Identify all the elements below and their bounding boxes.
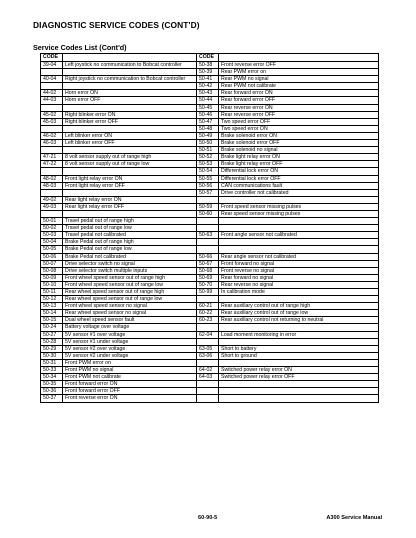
code-right: 50-59: [197, 203, 219, 210]
description-right: Brake solenoid error OFF: [219, 140, 379, 147]
description-right: Two speed error OFF: [219, 118, 379, 125]
code-left: [41, 69, 63, 76]
code-left: 50-07: [41, 260, 63, 267]
code-right: 50-55: [197, 175, 219, 182]
code-left: 50-27: [41, 331, 63, 338]
table-row: [41, 274, 379, 281]
code-right: 50-68: [197, 267, 219, 274]
table-row: [41, 381, 379, 388]
description-right: Rear auxiliary control out of range low: [219, 310, 379, 317]
description-right: Rear reverse error ON: [219, 104, 379, 111]
description-left: Right blinker error OFF: [63, 118, 197, 125]
code-left: 50-33: [41, 367, 63, 374]
code-right: 63-05: [197, 345, 219, 352]
table-body: [41, 62, 379, 403]
code-left: 50-30: [41, 352, 63, 359]
code-left: 50-36: [41, 388, 63, 395]
table-row: [41, 310, 379, 317]
description-left: Dual wheel speed sensor fault: [63, 317, 197, 324]
description-left: [63, 168, 197, 175]
code-right: 50-69: [197, 274, 219, 281]
description-right: Rear forward error ON: [219, 90, 379, 97]
description-right: Differential lock error OFF: [219, 175, 379, 182]
table-row: [41, 69, 379, 76]
service-codes-table: [40, 53, 379, 403]
code-right: 50-56: [197, 182, 219, 189]
code-left: 39-04: [41, 62, 63, 69]
description-left: Left blinker error OFF: [63, 140, 197, 147]
code-left: 50-14: [41, 310, 63, 317]
table-row: [41, 175, 379, 182]
description-left: Front reverse error ON: [63, 395, 197, 402]
code-right: [197, 239, 219, 246]
table-row: [41, 168, 379, 175]
description-right: [219, 225, 379, 232]
table-row: [41, 267, 379, 274]
description-right: Rear forward no signal: [219, 274, 379, 281]
code-left: 50-08: [41, 267, 63, 274]
description-left: Front light relay error ON: [63, 175, 197, 182]
table-row: [41, 260, 379, 267]
code-left: 50-15: [41, 317, 63, 324]
description-right: [219, 246, 379, 253]
description-header-left: [63, 54, 197, 62]
code-left: 50-37: [41, 395, 63, 402]
code-left: 40-04: [41, 76, 63, 83]
description-left: 8 volt sensor supply out of range low: [63, 161, 197, 168]
code-right: 50-60: [197, 210, 219, 217]
table-row: [41, 232, 379, 239]
table-row: [41, 90, 379, 97]
table-row: [41, 281, 379, 288]
table-row: [41, 125, 379, 132]
code-right: 50-49: [197, 132, 219, 139]
code-right: 50-67: [197, 260, 219, 267]
footer-manual-title: A300 Service Manual: [326, 515, 382, 521]
description-right: Switched power relay error OFF: [219, 374, 379, 381]
description-left: Horn error ON: [63, 90, 197, 97]
code-left: 50-35: [41, 381, 63, 388]
description-right: Rear angle sensor not calibrated: [219, 253, 379, 260]
code-right: [197, 196, 219, 203]
code-right: 60-23: [197, 317, 219, 324]
code-left: [41, 168, 63, 175]
table-row: [41, 210, 379, 217]
description-right: Rear auxiliary control out of range high: [219, 303, 379, 310]
code-right: [197, 324, 219, 331]
description-right: Front speed sensor missing pulses: [219, 203, 379, 210]
table-row: [41, 147, 379, 154]
code-left: 50-03: [41, 232, 63, 239]
table-row: [41, 161, 379, 168]
description-left: Front PWM no signal: [63, 367, 197, 374]
code-right: 62-04: [197, 331, 219, 338]
code-right: [197, 296, 219, 303]
table-row: [41, 345, 379, 352]
description-right: [219, 296, 379, 303]
description-right: [219, 196, 379, 203]
code-right: 50-53: [197, 161, 219, 168]
description-left: Rear wheel speed sensor out of range high: [63, 289, 197, 296]
description-left: Brake Pedal out of range low: [63, 246, 197, 253]
code-right: 50-48: [197, 125, 219, 132]
code-left: 49-02: [41, 196, 63, 203]
table-row: [41, 154, 379, 161]
table-row: [41, 367, 379, 374]
code-left: 50-29: [41, 345, 63, 352]
description-left: [63, 125, 197, 132]
description-right: Short to ground: [219, 352, 379, 359]
code-right: 50-44: [197, 97, 219, 104]
description-left: Front forward error OFF: [63, 388, 197, 395]
code-right: 50-47: [197, 118, 219, 125]
description-left: Left blinker error ON: [63, 132, 197, 139]
code-right: [197, 225, 219, 232]
code-right: [197, 359, 219, 366]
description-left: [63, 189, 197, 196]
table-row: [41, 118, 379, 125]
description-left: Front PWM not calibrate: [63, 374, 197, 381]
code-right: 50-70: [197, 281, 219, 288]
description-left: [63, 147, 197, 154]
table-row: [41, 83, 379, 90]
table-row: [41, 289, 379, 296]
code-right: 64-02: [197, 367, 219, 374]
description-left: Rear light relay error ON: [63, 196, 197, 203]
description-right: CAN communications fault: [219, 182, 379, 189]
table-row: [41, 189, 379, 196]
page-title: DIAGNOSTIC SERVICE CODES (CONT'D): [33, 20, 200, 30]
table-row: [41, 352, 379, 359]
table-row: [41, 132, 379, 139]
code-right: 60-21: [197, 303, 219, 310]
description-right: Front forward no signal: [219, 260, 379, 267]
code-right: 50-45: [197, 104, 219, 111]
code-right: 50-41: [197, 76, 219, 83]
table-row: [41, 253, 379, 260]
code-left: [41, 83, 63, 90]
description-left: 8 volt sensor supply out of range high: [63, 154, 197, 161]
code-left: 50-01: [41, 218, 63, 225]
description-right: [219, 388, 379, 395]
description-left: Left joystick no communication to Bobcat controller: [63, 62, 197, 69]
code-left: [41, 210, 63, 217]
description-left: Front PWM error on: [63, 359, 197, 366]
description-right: [219, 218, 379, 225]
description-right: Rear PWM no signal: [219, 76, 379, 83]
code-left: 50-34: [41, 374, 63, 381]
description-left: Brake Pedal out of range high: [63, 239, 197, 246]
code-right: [197, 388, 219, 395]
table-row: [41, 324, 379, 331]
description-right: Brake solenoid no signal: [219, 147, 379, 154]
description-left: Right blinker error ON: [63, 111, 197, 118]
description-left: 5V sensor #1 under voltage: [63, 338, 197, 345]
description-right: [219, 324, 379, 331]
description-right: Load moment monitoring in error: [219, 331, 379, 338]
table-row: [41, 317, 379, 324]
code-right: 50-50: [197, 140, 219, 147]
code-right: [197, 395, 219, 402]
code-left: [41, 104, 63, 111]
table-row: [41, 303, 379, 310]
table-row: [41, 196, 379, 203]
description-right: [219, 338, 379, 345]
code-left: 48-02: [41, 175, 63, 182]
code-right: 50-99: [197, 289, 219, 296]
description-right: [219, 381, 379, 388]
code-left: [41, 189, 63, 196]
code-left: 50-11: [41, 289, 63, 296]
code-left: 50-31: [41, 359, 63, 366]
code-left: 50-04: [41, 239, 63, 246]
code-right: 50-46: [197, 111, 219, 118]
code-left: 47-21: [41, 154, 63, 161]
description-left: Travel pedal out of range high: [63, 218, 197, 225]
table-row: [41, 239, 379, 246]
code-right: [197, 218, 219, 225]
description-left: Drive selector switch multiple inputs: [63, 267, 197, 274]
table-row: [41, 62, 379, 69]
code-left: 46-02: [41, 132, 63, 139]
description-left: Rear wheel speed sensor out of range low: [63, 296, 197, 303]
code-left: 50-28: [41, 338, 63, 345]
section-title: Service Codes List (Cont'd): [33, 43, 127, 52]
description-right: Differential lock error ON: [219, 168, 379, 175]
table-row: [41, 225, 379, 232]
table-row: [41, 182, 379, 189]
code-left: [41, 147, 63, 154]
code-right: [197, 338, 219, 345]
code-right: 50-52: [197, 154, 219, 161]
code-right: 50-63: [197, 232, 219, 239]
description-left: Right joystick no communication to Bobcat controller: [63, 76, 197, 83]
description-left: 5V sensor #2 over voltage: [63, 345, 197, 352]
description-left: 5V sensor #2 under voltage: [63, 352, 197, 359]
description-right: Front angle sensor not calibrated: [219, 232, 379, 239]
code-right: 50-43: [197, 90, 219, 97]
description-left: [63, 69, 197, 76]
description-right: Short to battery: [219, 345, 379, 352]
description-left: 5V sensor #1 over voltage: [63, 331, 197, 338]
description-left: Rear light relay error OFF: [63, 203, 197, 210]
code-left: 47-22: [41, 161, 63, 168]
description-left: Travel pedal not calibrated: [63, 232, 197, 239]
table-row: [41, 140, 379, 147]
description-right: Front reverse error OFF: [219, 62, 379, 69]
footer-page-number: 60-90-5: [198, 515, 218, 521]
description-right: Switched power relay error ON: [219, 367, 379, 374]
description-left: Drive selector switch no signal: [63, 260, 197, 267]
description-right: Rear PWM error on: [219, 69, 379, 76]
code-right: 63-06: [197, 352, 219, 359]
description-left: Front light relay error OFF: [63, 182, 197, 189]
description-right: [219, 239, 379, 246]
code-left: 50-12: [41, 296, 63, 303]
code-header-left: CODE: [41, 54, 63, 62]
code-right: [197, 246, 219, 253]
description-right: Rear forward error OFF: [219, 97, 379, 104]
description-left: Brake Pedal not calibrated: [63, 253, 197, 260]
table-row: [41, 359, 379, 366]
description-right: [219, 395, 379, 402]
code-right: 50-51: [197, 147, 219, 154]
description-left: [63, 104, 197, 111]
description-right: Rear auxiliary control not returning to neutral: [219, 317, 379, 324]
table-row: [41, 104, 379, 111]
code-right: 50-38: [197, 62, 219, 69]
table-row: [41, 76, 379, 83]
description-right: Drive controller not calibrated: [219, 189, 379, 196]
description-right: Rear speed sensor missing pulses: [219, 210, 379, 217]
description-left: Travel pedal out of range low: [63, 225, 197, 232]
code-left: 45-02: [41, 111, 63, 118]
description-right: Rear reverse no signal: [219, 281, 379, 288]
table-header-row: [41, 54, 379, 62]
code-left: 50-09: [41, 274, 63, 281]
code-left: 50-13: [41, 303, 63, 310]
description-left: [63, 210, 197, 217]
table-row: [41, 246, 379, 253]
code-right: [197, 381, 219, 388]
table-row: [41, 331, 379, 338]
code-left: 44-03: [41, 97, 63, 104]
description-right: Brake light relay error ON: [219, 154, 379, 161]
code-right: 60-22: [197, 310, 219, 317]
code-right: 50-39: [197, 69, 219, 76]
description-left: Rear wheel speed sensor no signal: [63, 310, 197, 317]
description-right: Rear PWM not calibrate: [219, 83, 379, 90]
description-right: Brake light relay error OFF: [219, 161, 379, 168]
table-row: [41, 338, 379, 345]
description-right: [219, 359, 379, 366]
code-right: 50-66: [197, 253, 219, 260]
code-left: 46-03: [41, 140, 63, 147]
table-row: [41, 395, 379, 402]
description-left: [63, 83, 197, 90]
code-left: 50-02: [41, 225, 63, 232]
code-left: 48-03: [41, 182, 63, 189]
description-left: Front forward error ON: [63, 381, 197, 388]
description-right: Rear reverse error OFF: [219, 111, 379, 118]
code-right: 50-57: [197, 189, 219, 196]
code-left: [41, 125, 63, 132]
table-row: [41, 111, 379, 118]
code-left: 50-10: [41, 281, 63, 288]
table-row: [41, 388, 379, 395]
code-left: 50-05: [41, 246, 63, 253]
table-row: [41, 296, 379, 303]
description-header-right: [219, 54, 379, 62]
table-row: [41, 374, 379, 381]
description-right: In calibration mode: [219, 289, 379, 296]
code-right: 50-42: [197, 83, 219, 90]
table-row: [41, 97, 379, 104]
code-right: 50-54: [197, 168, 219, 175]
table-row: [41, 203, 379, 210]
description-left: Battery voltage over voltage: [63, 324, 197, 331]
code-left: 50-24: [41, 324, 63, 331]
description-left: Horn error OFF: [63, 97, 197, 104]
code-left: 45-03: [41, 118, 63, 125]
code-right: 64-03: [197, 374, 219, 381]
table-row: [41, 218, 379, 225]
description-right: Brake solenoid error ON: [219, 132, 379, 139]
code-header-right: CODE: [197, 54, 219, 62]
code-left: 50-06: [41, 253, 63, 260]
code-left: 44-02: [41, 90, 63, 97]
description-left: Front wheel speed sensor out of range low: [63, 281, 197, 288]
description-right: Front reverse no signal: [219, 267, 379, 274]
description-left: Front wheel speed sensor out of range high: [63, 274, 197, 281]
code-left: 49-03: [41, 203, 63, 210]
description-right: Two speed error ON: [219, 125, 379, 132]
description-left: Front wheel speed sensor no signal: [63, 303, 197, 310]
